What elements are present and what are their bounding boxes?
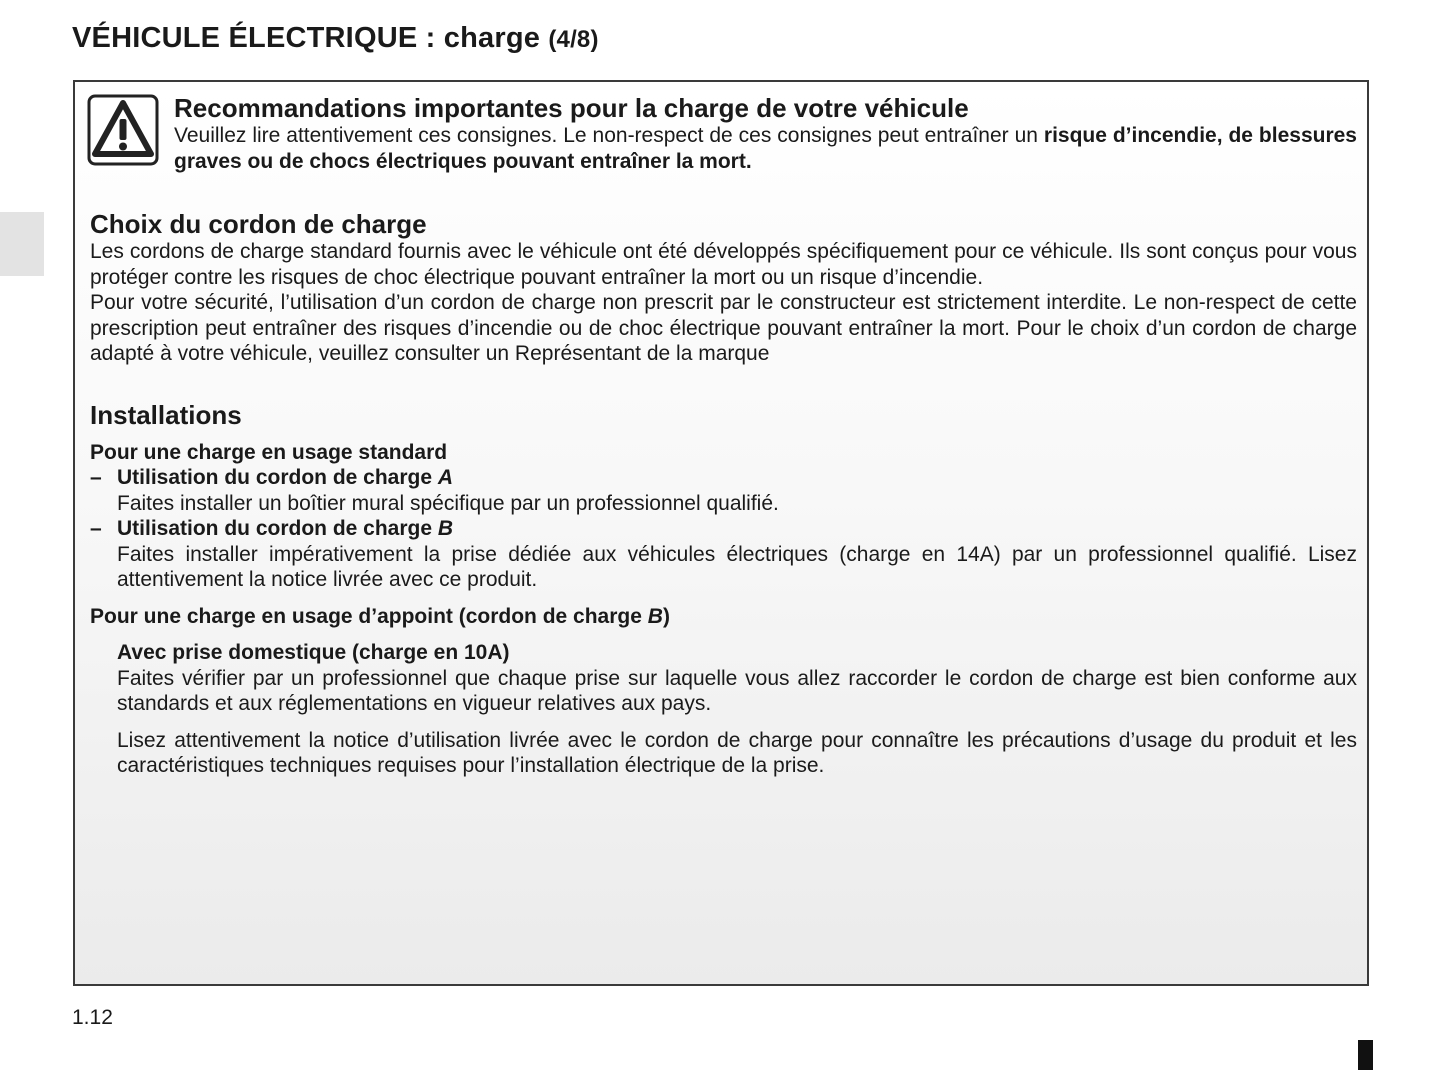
page-number: 1.12 xyxy=(72,1006,113,1029)
list-item-text: Faites installer impérativement la prise dédiée aux véhicules électriques (charge en 14A) par un professionnel qualifié. Lisez attentivement la notice livrée avec ce produit. xyxy=(117,542,1357,591)
warning-text-bold: risque d’incendie, de blessures graves ou de chocs électriques pouvant entraîner la mort. xyxy=(174,124,1357,173)
list-item-title: Utilisation du cordon de charge A xyxy=(117,466,454,489)
page-corner-marker xyxy=(1358,1040,1373,1070)
chapter-side-tab xyxy=(0,212,44,276)
list-item-title: Utilisation du cordon de charge B xyxy=(117,517,454,540)
page-count: (4/8) xyxy=(548,26,599,53)
choix-paragraph-1: Les cordons de charge standard fournis avec le véhicule ont été développés spécifiquement pour ce véhicule. Ils sont conçus pour vous protéger contre les risques de choc électrique pouvant entraîner la mort ou un risque d’incendie. xyxy=(90,240,1357,289)
warning-content xyxy=(90,93,1357,779)
cordon-letter: A xyxy=(437,466,454,489)
warning-text-regular: Veuillez lire attentivement ces consignes. Le non-respect de ces consignes peut entraîner un xyxy=(174,124,1044,147)
warning-box xyxy=(73,80,1369,986)
list-dash: – xyxy=(90,466,102,489)
warning-text xyxy=(174,123,1357,174)
list-item-text: Faites installer un boîtier mural spécifique par un professionnel qualifié. xyxy=(117,491,779,515)
warning-title: Recommandations importantes pour la charge de votre véhicule xyxy=(174,93,969,123)
section-title-choix: Choix du cordon de charge xyxy=(90,209,427,239)
notice-text: Lisez attentivement la notice d’utilisation livrée avec le cordon de charge pour connaître les précautions d’usage du produit et les caractéristiques techniques requises pour l’installation électrique de la prise. xyxy=(117,728,1357,777)
warning-header xyxy=(90,93,1357,174)
page-title-text: VÉHICULE ÉLECTRIQUE : charge xyxy=(72,22,541,54)
domestique-block xyxy=(90,640,1357,717)
standard-usage-heading: Pour une charge en usage standard xyxy=(90,440,448,464)
section-title-installations: Installations xyxy=(90,399,242,430)
appoint-usage-heading: Pour une charge en usage d’appoint (cordon de charge B) xyxy=(90,604,670,628)
list-dash: – xyxy=(90,517,102,540)
domestique-text: Faites vérifier par un professionnel que chaque prise sur laquelle vous allez raccorder le cordon de charge est bien conforme aux standards et aux réglementations en vigueur relatives aux pays. xyxy=(117,666,1357,715)
domestique-title: Avec prise domestique (charge en 10A) xyxy=(117,641,510,664)
cordon-letter: B xyxy=(437,517,454,540)
list-item-cordon-b xyxy=(90,516,1357,593)
choix-paragraph-2: Pour votre sécurité, l’utilisation d’un cordon de charge non prescrit par le constructeur est strictement interdite. Le non-respect de cette prescription peut entraîner des risques d’incendie ou de choc électrique pouvant entraîner la mort. Pour le choix d’un cordon de charge adapté à votre véhicule, veuillez consulter un Représentant de la marque xyxy=(90,291,1357,365)
cordon-letter: B xyxy=(647,604,663,628)
page-title xyxy=(72,22,599,55)
list-item-cordon-a xyxy=(90,465,1357,516)
